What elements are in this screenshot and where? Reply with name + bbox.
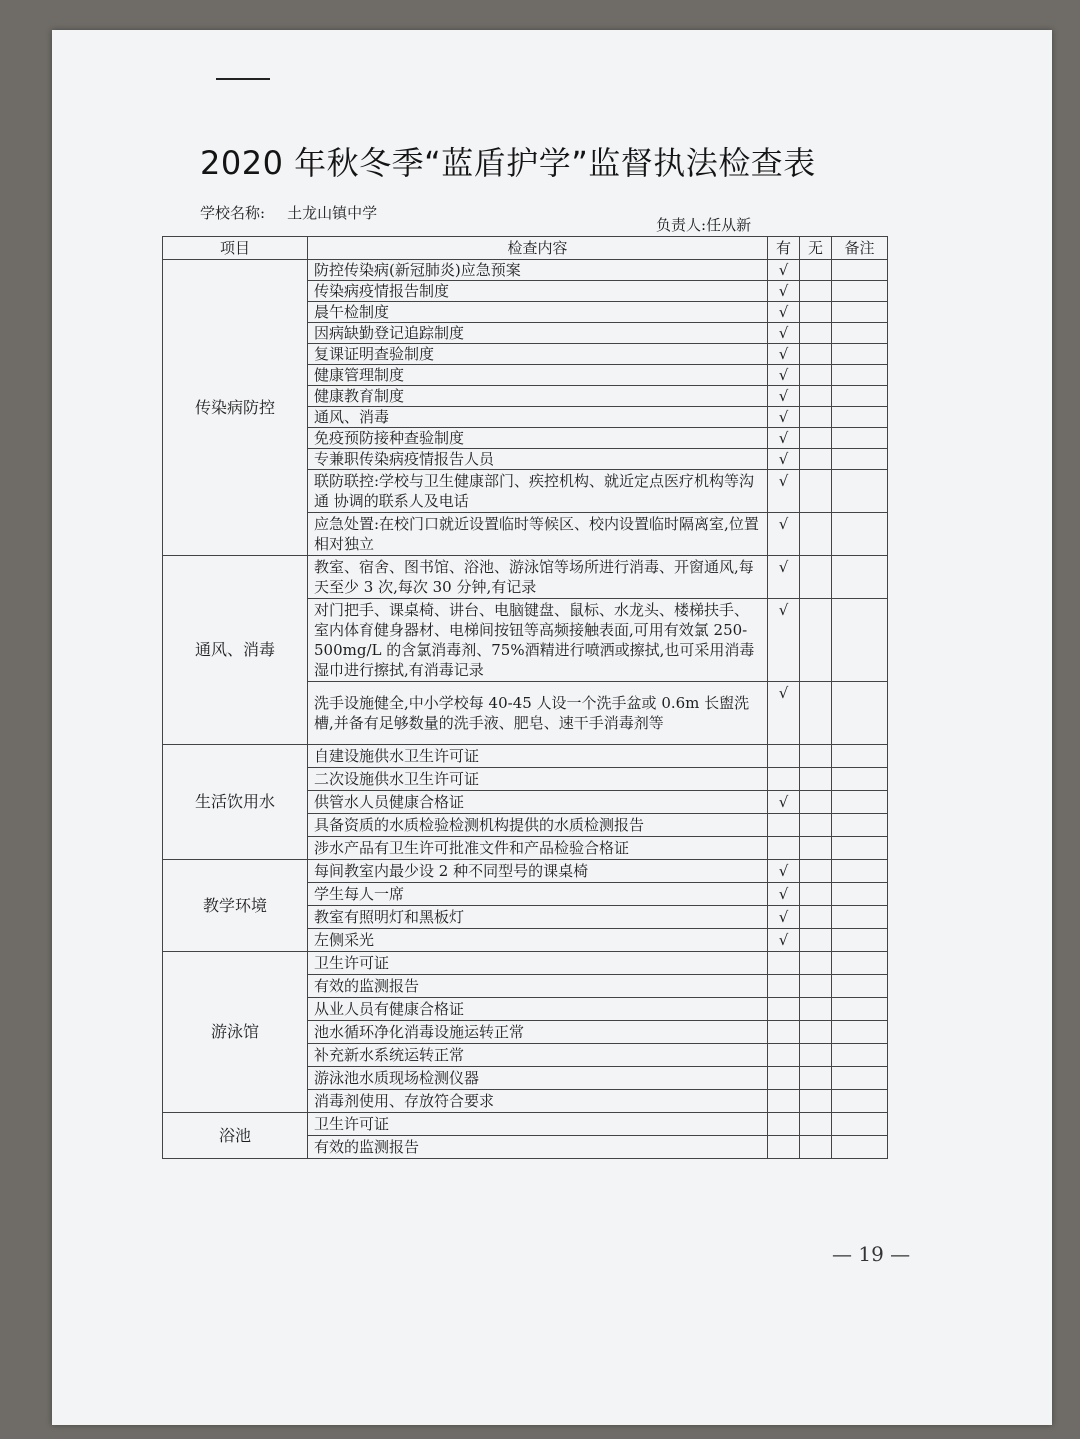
mark-yes: √	[768, 791, 800, 814]
note-cell	[832, 952, 888, 975]
check-content: 从业人员有健康合格证	[308, 998, 768, 1021]
note-cell	[832, 745, 888, 768]
check-content: 学生每人一席	[308, 883, 768, 906]
note-cell	[832, 1136, 888, 1159]
mark-yes: √	[768, 906, 800, 929]
table-row	[163, 860, 888, 883]
mark-yes: √	[768, 365, 800, 386]
check-content: 免疫预防接种查验制度	[308, 428, 768, 449]
mark-yes: √	[768, 407, 800, 428]
mark-no	[800, 1067, 832, 1090]
header-note: 备注	[832, 237, 888, 260]
mark-no	[800, 428, 832, 449]
note-cell	[832, 407, 888, 428]
mark-yes: √	[768, 386, 800, 407]
mark-no	[800, 449, 832, 470]
page-number: — 19 —	[832, 1242, 911, 1266]
note-cell	[832, 929, 888, 952]
check-content: 教室有照明灯和黑板灯	[308, 906, 768, 929]
mark-no	[800, 323, 832, 344]
check-content: 消毒剂使用、存放符合要求	[308, 1090, 768, 1113]
check-content: 每间教室内最少设 2 种不同型号的课桌椅	[308, 860, 768, 883]
mark-yes: √	[768, 281, 800, 302]
section-category: 教学环境	[163, 860, 308, 952]
check-content: 应急处置:在校门口就近设置临时等候区、校内设置临时隔离室,位置相对独立	[308, 513, 768, 556]
mark-yes: √	[768, 302, 800, 323]
mark-no	[800, 1021, 832, 1044]
note-cell	[832, 814, 888, 837]
header-rule	[216, 78, 270, 80]
mark-yes: √	[768, 929, 800, 952]
mark-no	[800, 860, 832, 883]
section-category: 通风、消毒	[163, 556, 308, 745]
check-content: 传染病疫情报告制度	[308, 281, 768, 302]
check-content: 复课证明查验制度	[308, 344, 768, 365]
check-content: 卫生许可证	[308, 1113, 768, 1136]
mark-no	[800, 975, 832, 998]
check-content: 自建设施供水卫生许可证	[308, 745, 768, 768]
check-content: 有效的监测报告	[308, 975, 768, 998]
note-cell	[832, 906, 888, 929]
note-cell	[832, 470, 888, 513]
note-cell	[832, 260, 888, 281]
header-yes: 有	[768, 237, 800, 260]
check-content: 二次设施供水卫生许可证	[308, 768, 768, 791]
mark-no	[800, 344, 832, 365]
section-category: 浴池	[163, 1113, 308, 1159]
mark-yes	[768, 1090, 800, 1113]
note-cell	[832, 556, 888, 599]
mark-yes: √	[768, 260, 800, 281]
note-cell	[832, 513, 888, 556]
note-cell	[832, 791, 888, 814]
check-content: 专兼职传染病疫情报告人员	[308, 449, 768, 470]
mark-yes: √	[768, 470, 800, 513]
mark-no	[800, 365, 832, 386]
note-cell	[832, 599, 888, 682]
note-cell	[832, 1021, 888, 1044]
mark-yes: √	[768, 323, 800, 344]
note-cell	[832, 428, 888, 449]
mark-yes	[768, 768, 800, 791]
mark-yes	[768, 837, 800, 860]
mark-no	[800, 837, 832, 860]
mark-yes	[768, 1136, 800, 1159]
mark-no	[800, 407, 832, 428]
mark-no	[800, 682, 832, 745]
mark-no	[800, 791, 832, 814]
mark-no	[800, 1113, 832, 1136]
mark-yes	[768, 998, 800, 1021]
check-content: 教室、宿舍、图书馆、浴池、游泳馆等场所进行消毒、开窗通风,每天至少 3 次,每次 30 分钟,有记录	[308, 556, 768, 599]
mark-yes	[768, 1021, 800, 1044]
responsible-label: 负责人:	[656, 216, 707, 234]
section-category: 传染病防控	[163, 260, 308, 556]
note-cell	[832, 860, 888, 883]
table-row	[163, 260, 888, 281]
mark-no	[800, 998, 832, 1021]
check-content: 防控传染病(新冠肺炎)应急预案	[308, 260, 768, 281]
note-cell	[832, 837, 888, 860]
section-category: 游泳馆	[163, 952, 308, 1113]
note-cell	[832, 768, 888, 791]
note-cell	[832, 323, 888, 344]
check-content: 供管水人员健康合格证	[308, 791, 768, 814]
check-content: 联防联控:学校与卫生健康部门、疾控机构、就近定点医疗机构等沟通 协调的联系人及电话	[308, 470, 768, 513]
responsible-info	[656, 214, 751, 235]
mark-no	[800, 929, 832, 952]
mark-yes: √	[768, 449, 800, 470]
note-cell	[832, 1044, 888, 1067]
note-cell	[832, 365, 888, 386]
note-cell	[832, 386, 888, 407]
check-content: 健康管理制度	[308, 365, 768, 386]
check-content: 游泳池水质现场检测仪器	[308, 1067, 768, 1090]
mark-yes: √	[768, 556, 800, 599]
check-content: 左侧采光	[308, 929, 768, 952]
mark-no	[800, 814, 832, 837]
check-content: 因病缺勤登记追踪制度	[308, 323, 768, 344]
mark-no	[800, 1044, 832, 1067]
check-content: 洗手设施健全,中小学校每 40-45 人设一个洗手盆或 0.6m 长盥洗槽,并备有足够数量的洗手液、肥皂、速干手消毒剂等	[308, 682, 768, 745]
note-cell	[832, 998, 888, 1021]
table-row	[163, 745, 888, 768]
section-category: 生活饮用水	[163, 745, 308, 860]
check-content: 健康教育制度	[308, 386, 768, 407]
mark-no	[800, 386, 832, 407]
mark-no	[800, 745, 832, 768]
check-content: 有效的监测报告	[308, 1136, 768, 1159]
note-cell	[832, 883, 888, 906]
mark-yes	[768, 952, 800, 975]
check-content: 涉水产品有卫生许可批准文件和产品检验合格证	[308, 837, 768, 860]
school-name: 土龙山镇中学	[287, 204, 378, 222]
mark-yes: √	[768, 860, 800, 883]
document-title: 2020 年秋冬季“蓝盾护学”监督执法检查表	[200, 144, 816, 182]
mark-yes: √	[768, 682, 800, 745]
table-header-row	[163, 237, 888, 260]
inspection-table	[162, 236, 888, 1159]
document-page	[52, 30, 1052, 1425]
mark-no	[800, 1136, 832, 1159]
mark-no	[800, 906, 832, 929]
note-cell	[832, 1113, 888, 1136]
table-body	[163, 260, 888, 1159]
mark-yes	[768, 1044, 800, 1067]
check-content: 对门把手、课桌椅、讲台、电脑键盘、鼠标、水龙头、楼梯扶手、室内体育健身器材、电梯间按钮等高频接触表面,可用有效氯 250-500mg/L 的含氯消毒剂、75%酒精进行喷洒或擦拭,也可采用消毒湿巾进行擦拭,有消毒记录	[308, 599, 768, 682]
mark-yes: √	[768, 513, 800, 556]
mark-yes: √	[768, 599, 800, 682]
mark-no	[800, 302, 832, 323]
mark-yes: √	[768, 344, 800, 365]
check-content: 补充新水系统运转正常	[308, 1044, 768, 1067]
mark-yes	[768, 745, 800, 768]
note-cell	[832, 449, 888, 470]
mark-no	[800, 883, 832, 906]
mark-no	[800, 768, 832, 791]
mark-no	[800, 470, 832, 513]
check-content: 通风、消毒	[308, 407, 768, 428]
mark-yes	[768, 1067, 800, 1090]
mark-no	[800, 1090, 832, 1113]
school-label: 学校名称:	[200, 204, 266, 222]
check-content: 卫生许可证	[308, 952, 768, 975]
check-content: 具备资质的水质检验检测机构提供的水质检测报告	[308, 814, 768, 837]
table-row	[163, 952, 888, 975]
header-no: 无	[800, 237, 832, 260]
school-info	[200, 202, 377, 223]
note-cell	[832, 344, 888, 365]
note-cell	[832, 682, 888, 745]
mark-no	[800, 281, 832, 302]
mark-yes	[768, 975, 800, 998]
mark-yes: √	[768, 883, 800, 906]
mark-no	[800, 260, 832, 281]
note-cell	[832, 1090, 888, 1113]
mark-no	[800, 952, 832, 975]
note-cell	[832, 281, 888, 302]
mark-no	[800, 556, 832, 599]
note-cell	[832, 975, 888, 998]
check-content: 池水循环净化消毒设施运转正常	[308, 1021, 768, 1044]
table-row	[163, 1113, 888, 1136]
check-content: 晨午检制度	[308, 302, 768, 323]
note-cell	[832, 302, 888, 323]
mark-yes	[768, 1113, 800, 1136]
mark-no	[800, 599, 832, 682]
table-row	[163, 556, 888, 599]
responsible-name: 任从新	[706, 216, 752, 234]
mark-yes	[768, 814, 800, 837]
note-cell	[832, 1067, 888, 1090]
mark-no	[800, 513, 832, 556]
header-item: 项目	[163, 237, 308, 260]
mark-yes: √	[768, 428, 800, 449]
header-content: 检查内容	[308, 237, 768, 260]
